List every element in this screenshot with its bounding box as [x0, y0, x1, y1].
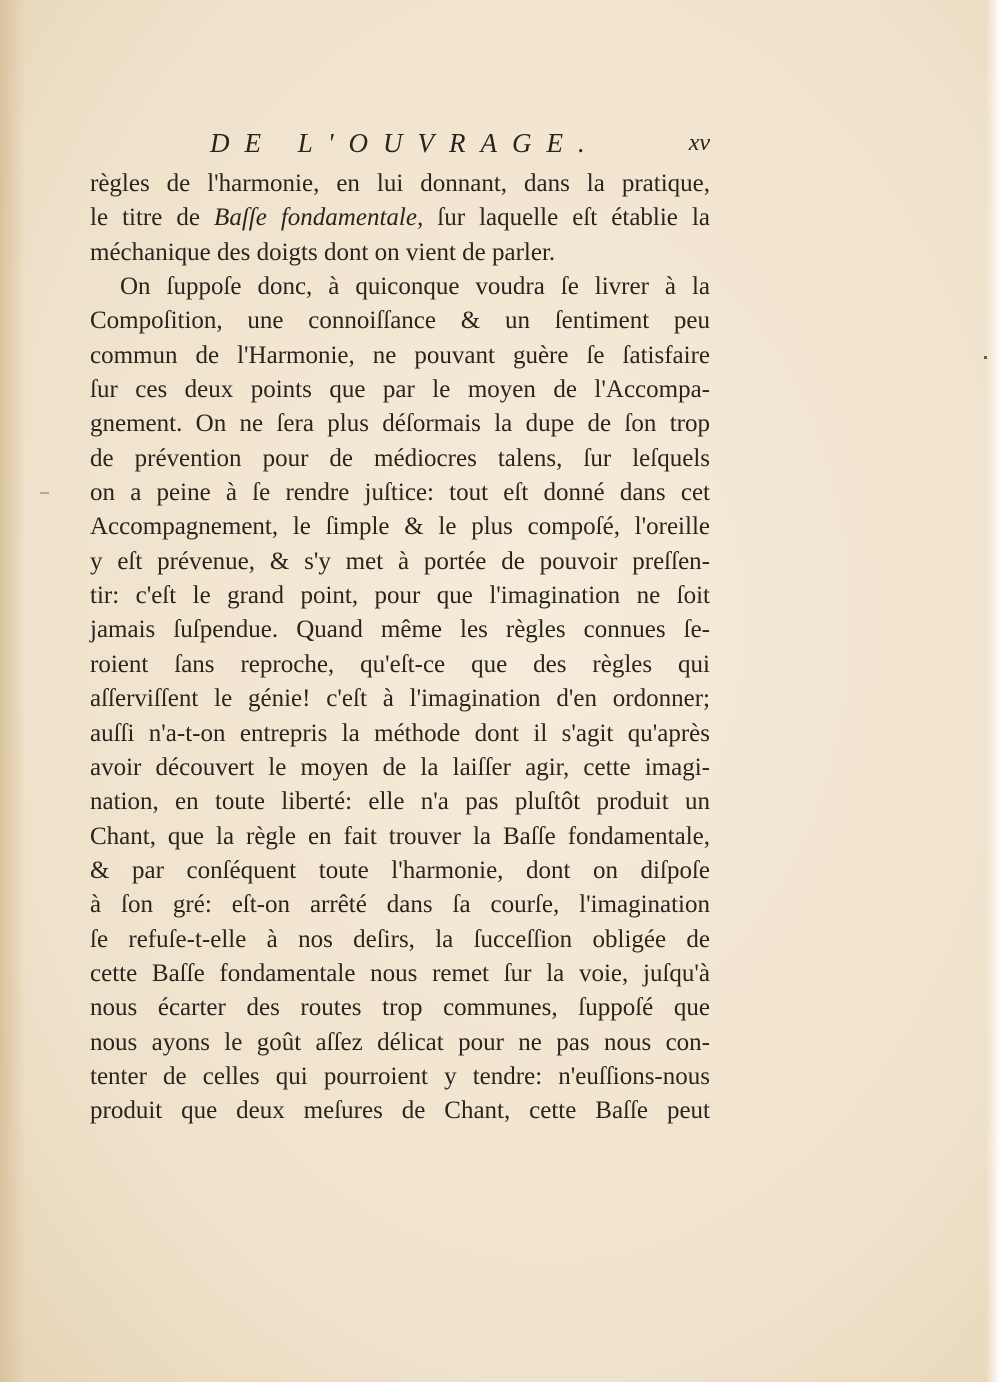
text-line: Chant, que la règle en fait trouver la Baſſe fondamentale, — [90, 822, 710, 850]
text-line: nous écarter des routes trop communes, ſuppoſé que — [90, 994, 710, 1022]
text-line: On ſuppoſe donc, à quiconque voudra ſe livrer à la — [120, 273, 710, 301]
text-line: à ſon gré: eſt-on arrêté dans ſa courſe, l'imagination — [90, 891, 710, 919]
page-header — [210, 128, 710, 168]
text-line — [90, 201, 710, 235]
stray-mark — [40, 492, 49, 494]
text-line: y eſt prévenue, & s'y met à portée de pouvoir preſſen- — [90, 547, 710, 575]
text-line: de prévention pour de médiocres talens, ſur leſquels — [90, 444, 710, 472]
text-line: roient ſans reproche, qu'eſt-ce que des règles qui — [90, 650, 710, 678]
text-line: tir: c'eſt le grand point, pour que l'imagination ne ſoit — [90, 582, 710, 610]
page-edge — [986, 0, 1000, 1382]
italic-term: Baſſe fondamentale, — [214, 204, 424, 232]
text-line: méchanique des doigts dont on vient de parler. — [90, 238, 556, 266]
text-line: produit que deux meſures de Chant, cette Baſſe peut — [90, 1097, 710, 1125]
text-line: jamais ſuſpendue. Quand même les règles connues ſe- — [90, 616, 710, 644]
text-line: gnement. On ne ſera plus déſormais la dupe de ſon trop — [90, 410, 710, 438]
text-line: tenter de celles qui pourroient y tendre: n'euſſions-nous — [90, 1062, 710, 1090]
text-line: auſſi n'a-t-on entrepris la méthode dont il s'agit qu'après — [90, 719, 710, 747]
text-fragment: ſur laquelle eſt établie la — [423, 204, 710, 232]
text-line: aſſerviſſent le génie! c'eſt à l'imagination d'en ordonner; — [90, 685, 710, 713]
text-line: ſe refuſe-t-elle à nos deſirs, la ſucceſſion obligée de — [90, 925, 710, 953]
page-number: xv — [688, 130, 710, 156]
page-gutter-shadow — [0, 0, 26, 1382]
text-line: avoir découvert le moyen de la laiſſer agir, cette imagi- — [90, 753, 710, 781]
text-line: ſur ces deux points que par le moyen de l'Accompa- — [90, 376, 710, 404]
text-line: & par conſéquent toute l'harmonie, dont on diſpoſe — [90, 856, 710, 884]
text-line: on a peine à ſe rendre juſtice: tout eſt donné dans cet — [90, 479, 710, 507]
body-text — [90, 167, 710, 1129]
stray-mark — [984, 356, 987, 359]
running-title: DE L'OUVRAGE. — [210, 128, 600, 158]
text-fragment: le titre de — [90, 204, 215, 232]
text-line: cette Baſſe fondamentale nous remet ſur la voie, juſqu'à — [90, 959, 710, 987]
text-line: Accompagnement, le ſimple & le plus compoſé, l'oreille — [90, 513, 710, 541]
text-line: nation, en toute liberté: elle n'a pas pluſtôt produit un — [90, 788, 710, 816]
text-line: commun de l'Harmonie, ne pouvant guère ſe ſatisfaire — [90, 341, 710, 369]
text-line: règles de l'harmonie, en lui donnant, dans la pratique, — [90, 170, 710, 197]
text-line: Compoſition, une connoiſſance & un ſentiment peu — [90, 307, 710, 335]
text-line: nous ayons le goût aſſez délicat pour ne pas nous con- — [90, 1028, 710, 1056]
